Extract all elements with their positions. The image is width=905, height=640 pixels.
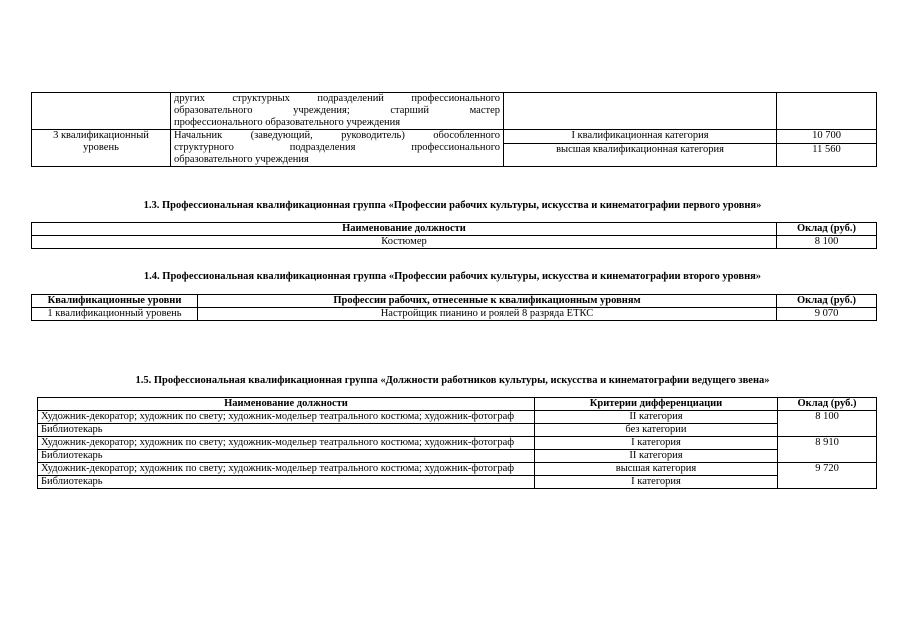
salary-cell: 9 720: [778, 463, 877, 489]
salary-cell: [777, 93, 877, 130]
position-cell: Художник-декоратор; художник по свету; художник-модельер театрального костюма; художник-фотограф: [38, 437, 535, 450]
position-line: структурного подразделения профессионального: [174, 142, 500, 153]
header-row: [32, 295, 877, 308]
salary-cell: [777, 130, 877, 167]
header-row: [32, 223, 877, 236]
header-row: [38, 398, 877, 411]
category-1: I квалификационная категория: [504, 130, 776, 144]
criteria-cell: I категория: [535, 476, 778, 489]
section-1-5-table: [37, 397, 877, 489]
header-salary: Оклад (руб.): [777, 295, 877, 308]
position-cell: Библиотекарь: [38, 424, 535, 437]
position-line: образовательного учреждения; старший мастер: [174, 105, 500, 116]
table-row: [32, 130, 877, 167]
table-row: [38, 450, 877, 463]
category-2: высшая квалификационная категория: [556, 144, 724, 155]
criteria-cell: II категория: [535, 411, 778, 424]
position-cell: Художник-декоратор; художник по свету; художник-модельер театрального костюма; художник-фотограф: [38, 463, 535, 476]
table-row: [32, 236, 877, 249]
salary-cell: 8 100: [777, 236, 877, 249]
table-row: [38, 463, 877, 476]
position-line: профессионального образовательного учреждения: [174, 117, 401, 128]
header-name: Наименование должности: [32, 223, 777, 236]
profession-cell: Настройщик пианино и роялей 8 разряда ЕТКС: [198, 308, 777, 321]
position-line: образовательного учреждения: [174, 154, 309, 165]
position-cell: Художник-декоратор; художник по свету; художник-модельер театрального костюма; художник-фотограф: [38, 411, 535, 424]
position-cell: Библиотекарь: [38, 476, 535, 489]
salary-cell: 8 910: [778, 437, 877, 463]
salary-cell: 8 100: [778, 411, 877, 437]
header-criteria: Критерии дифференциации: [535, 398, 778, 411]
section-1-4-title: 1.4. Профессиональная квалификационная группа «Профессии рабочих культуры, искусства и кинематографии второго уровня»: [143, 271, 762, 282]
salary-1: 10 700: [777, 130, 876, 144]
section-1-5-title: 1.5. Профессиональная квалификационная группа «Должности работников культуры, искусства и кинематографии ведущего звена»: [135, 375, 770, 386]
salary-2: 11 560: [812, 144, 841, 155]
section-1-3-title: 1.3. Профессиональная квалификационная группа «Профессии рабочих культуры, искусства и кинематографии первого уровня»: [143, 200, 762, 211]
header-professions: Профессии рабочих, отнесенные к квалификационным уровням: [198, 295, 777, 308]
table-row: [38, 476, 877, 489]
section-1-3-table: [31, 222, 877, 249]
table-row: [38, 424, 877, 437]
header-level: Квалификационные уровни: [32, 295, 198, 308]
criteria-cell: без категории: [535, 424, 778, 437]
salary-cell: 9 070: [777, 308, 877, 321]
criteria-cell: II категория: [535, 450, 778, 463]
level-cell: 3 квалификационный уровень: [32, 130, 171, 167]
level-cell: 1 квалификационный уровень: [32, 308, 198, 321]
table-row: [38, 437, 877, 450]
level-cell: [32, 93, 171, 130]
header-name: Наименование должности: [38, 398, 535, 411]
criteria-cell: высшая категория: [535, 463, 778, 476]
position-cell: [171, 93, 504, 130]
table-row: [32, 308, 877, 321]
top-table: [31, 92, 877, 167]
position-cell: Костюмер: [32, 236, 777, 249]
section-1-4-table: [31, 294, 877, 321]
header-salary: Оклад (руб.): [777, 223, 877, 236]
position-cell: Библиотекарь: [38, 450, 535, 463]
criteria-cell: [504, 130, 777, 167]
position-cell: [171, 130, 504, 167]
position-line: Начальник (заведующий, руководитель) обособленного: [174, 130, 500, 141]
header-salary: Оклад (руб.): [778, 398, 877, 411]
criteria-cell: [504, 93, 777, 130]
criteria-cell: I категория: [535, 437, 778, 450]
position-line: других структурных подразделений профессионального: [174, 93, 500, 104]
table-row: [38, 411, 877, 424]
table-row: [32, 93, 877, 130]
